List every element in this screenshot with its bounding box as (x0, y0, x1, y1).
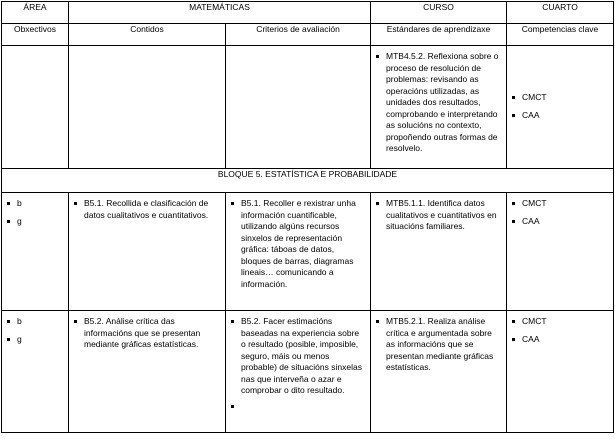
curriculum-table (1, 1, 614, 433)
standards-cell (371, 46, 507, 169)
competences-cell (507, 46, 614, 169)
competence-item: CAA (511, 216, 609, 228)
content-text: B5.2. Análise crítica das informacións que se presentan mediante gráficas estatísticas. (73, 316, 221, 351)
table-row (2, 311, 614, 433)
criteria-text: B5.2. Facer estimacións baseadas na experiencia sobre o resultado (posible, imposible, seguro, máis ou menos probable) de situacións sinxelas nas que interveña o azar e comprobar o dito resultado. (230, 316, 366, 397)
objective-item: g (6, 216, 64, 228)
competence-item: CAA (511, 334, 609, 346)
course-value: CUARTO (507, 2, 614, 24)
objectives-cell (2, 193, 69, 311)
competence-item: CAA (511, 110, 609, 122)
header-row-columns (2, 24, 614, 46)
criteria-cell (226, 311, 371, 433)
criteria-cell (226, 46, 371, 169)
competences-cell (507, 193, 614, 311)
objectives-cell (2, 46, 69, 169)
criteria-cell (226, 193, 371, 311)
column-header-criteria: Criterios de avaliación (226, 24, 371, 46)
table-row (2, 46, 614, 169)
content-text: B5.1. Recollida e clasificación de datos cualitativos e cuantitativos. (73, 198, 221, 221)
column-header-competences: Competencias clave (507, 24, 614, 46)
contents-cell (69, 311, 226, 433)
standard-text: MTB4.5.2. Reflexiona sobre o proceso de resolución de problemas: revisando as operacións utilizadas, as unidades dos resultados, comprobando e interpretando as solucións no contexto, propoñendo outras formas de resolvelo. (375, 51, 502, 155)
standard-text: MTB5.2.1. Realiza análise crítica e argumentada sobre as informacións que se presentan mediante gráficas estatísticas. (375, 316, 502, 374)
block-title-row (2, 169, 614, 193)
standards-cell (371, 311, 507, 433)
objective-item: b (6, 198, 64, 210)
competence-item: CMCT (511, 198, 609, 210)
criteria-empty-bullet (230, 401, 366, 412)
column-header-objectives: Obxectivos (2, 24, 69, 46)
objective-item: g (6, 334, 64, 346)
competence-item: CMCT (511, 92, 609, 104)
area-value: MATEMÁTICAS (69, 2, 371, 24)
table-row (2, 193, 614, 311)
course-label: CURSO (371, 2, 507, 24)
objective-item: b (6, 316, 64, 328)
header-row-area (2, 2, 614, 24)
block-title: BLOQUE 5. ESTATÍSTICA E PROBABILIDADE (2, 169, 614, 193)
contents-cell (69, 193, 226, 311)
competences-cell (507, 311, 614, 433)
standards-cell (371, 193, 507, 311)
column-header-contents: Contidos (69, 24, 226, 46)
standard-text: MTB5.1.1. Identifica datos cualitativos e cuantitativos en situacións familiares. (375, 198, 502, 233)
contents-cell (69, 46, 226, 169)
competence-item: CMCT (511, 316, 609, 328)
criteria-text: B5.1. Recoller e rexistrar unha información cuantificable, utilizando algúns recursos sinxelos de representación gráfica: táboas de datos, bloques de barras, diagramas lineais… comunicando a información. (230, 198, 366, 290)
objectives-cell (2, 311, 69, 433)
area-label: ÁREA (2, 2, 69, 24)
column-header-standards: Estándares de aprendizaxe (371, 24, 507, 46)
